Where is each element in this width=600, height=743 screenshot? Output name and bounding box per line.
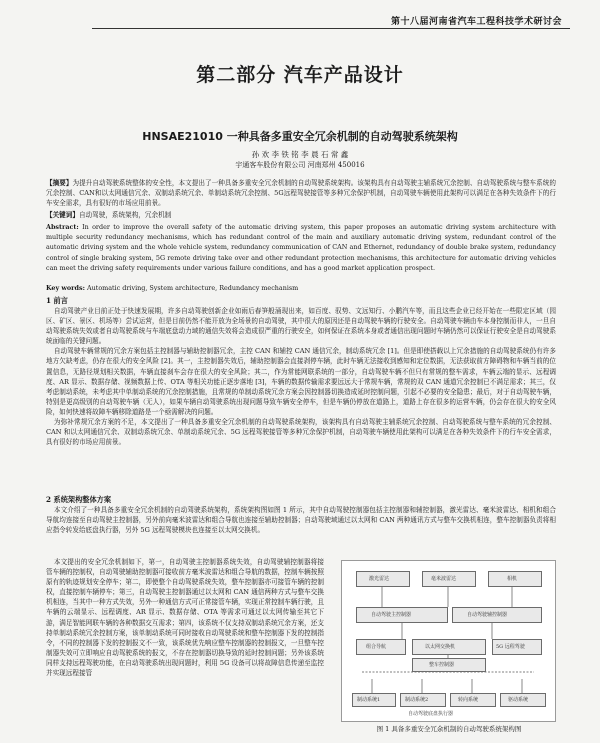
vcu-box bbox=[412, 658, 486, 672]
keywords-en-text: Automatic driving, System architecture, Redundancy mechanism bbox=[87, 284, 299, 292]
authors: 孙 欢 李 铁 铭 李 晨 石 常 鑫 bbox=[251, 150, 349, 159]
section2-heading: 2 系统架构整体方案 bbox=[46, 495, 112, 504]
camera-label: 相机 bbox=[507, 576, 518, 582]
paper-title: HNSAE21010 一种具备多重安全冗余机制的自动驾驶系统架构 bbox=[142, 130, 458, 143]
section2-left-column bbox=[46, 557, 324, 678]
architecture-figure bbox=[341, 560, 556, 722]
camera-box bbox=[488, 571, 542, 587]
main-controller-label: 自动驾驶主控制器 bbox=[371, 612, 412, 618]
drive-label: 驱动系统 bbox=[508, 697, 529, 703]
g5-label: 5G 远程驾驶 bbox=[496, 644, 525, 650]
abstract-en bbox=[46, 222, 556, 273]
abstract-cn-text: 为提升自动驾驶系统整体的安全性，本文提出了一种具备多重安全冗余机制的自动驾驶系统架构。该架构具有自动驾驶主辅系统冗余控制、自动驾驶系统与整车系统的冗余控制、CAN和以太网通信冗余、双制动系统冗余、单制动系统冗余控制、5G远程驾驶接管等多种冗余保护机制，自动驾驶车辆使用此架构可以满足在各种失效条件下的行车安全需求，具有很好的市场应用前景。 bbox=[46, 179, 557, 208]
steer-box bbox=[450, 693, 496, 707]
abstract-en-label: Abstract: bbox=[46, 223, 79, 231]
section1-paragraph-2: 自动驾驶车辆常规的冗余方案包括主控制器与辅助控制器冗余，主控 CAN 和辅控 CAN 通信冗余，制动系统冗余 [1]。但是即使搭载以上冗余措施的自动驾驶系统仍有许多地方欠缺考虑，仍存在很大的安全风险 [2]。其一，主控制器失效后，辅助控制器会直接剥停车辆，此时车辆无法接收到感知和定位数据，无法获取前方障碍物和车辆当前的位置信息，无路径规划相关数据，车辆直接刹车会存在很大的安全风险；其二，作为常能网联系统的一部分，自动驾驶车辆不但只有常规的整车需求，车辆云端的显示、远程调度、AR 显示、数据存储、视频数据上传、OTA 等相关功能正逐步落地 [3]，车辆的数据传输需求要远远大于常规车辆，常规的双 CAN 通道冗余控制已不满足需求；其三，仅考虑制动系统，未考虑其中单制动系统的冗余控制措施，且常规的单制动系统冗余方案会因控制器切换造成延时控制问题，引起不必要的安全隐患；最后，对于自动驾驶车辆，特别是更高级别的自动驾驶车辆（无人），如果车辆自动驾驶系统出现问题导致车辆安全停车，但是车辆仍停放在道路上，道路上存在很多的运营车辆，仍会存在很大的安全风险，如何快速将故障车辆移除道路是一个亟需解决的问题。 bbox=[46, 347, 556, 416]
brake1-box bbox=[352, 693, 396, 707]
chassis-label: 自动驾驶底盘执行器 bbox=[408, 711, 454, 717]
figure-caption: 图 1 具备多重安全冗余机制的自动驾驶系统架构图 bbox=[376, 725, 522, 733]
section2-intro bbox=[46, 505, 556, 535]
nav-label: 组合导航 bbox=[366, 644, 387, 650]
main-controller-box bbox=[356, 607, 448, 623]
abstract-en-text: In order to improve the overall safety of the automatic driving system, this paper proposes an automatic driving system architecture with multiple security redundancy mechanisms, which has redundant control of the main and auxiliary automatic driving system, redundant control of the automatic driving system and the whole vehicle system, redundancy communication of CAN and Ethernet, redundancy of double brake system, redundancy control of single braking system, 5G remote driving take over and other redundant protection mechanisms, this architecture for automatic driving vehicles can meet the driving safety requirements under various failure conditions, and has a good market application prospect. bbox=[46, 223, 556, 272]
aux-controller-label: 自动驾驶辅控制器 bbox=[467, 612, 508, 618]
brake2-box bbox=[400, 693, 446, 707]
vcu-label: 整车控制器 bbox=[429, 662, 455, 668]
lidar-box bbox=[356, 571, 410, 587]
keywords-en-label: Key words: bbox=[46, 284, 85, 292]
abstract-cn-label: 【摘要】 bbox=[46, 179, 73, 187]
keywords-cn-label: 【关键词】 bbox=[46, 211, 79, 219]
section1-body bbox=[46, 306, 556, 447]
section1-paragraph-3: 为弥补常规冗余方案的不足，本文提出了一种具备多重安全冗余机制的自动驾驶系统架构，该架构具有自动驾驶主辅系统冗余控制、自动驾驶系统与整车系统的冗余控制、CAN 和以太网通信冗余、双制动系统冗余、单制动系统冗余、5G 远程驾驶接管等多种冗余保护机制，自动驾驶车辆使用此架构可以满足在各种失效条件下的行车安全需求，具有很好的市场应用前景。 bbox=[46, 418, 556, 447]
radar-box bbox=[422, 571, 476, 587]
section2-paragraph-1: 本文介绍了一种具备多重安全冗余机制的自动驾驶系统架构，系统架构图如图 1 所示，其中自动驾驶控制器包括主控制器和辅控制器，激光雷达、毫米波雷达、相机和组合导航均连接至自动驾驶主控制器，另外前向毫米波雷达和组合导航也连接至辅助控制器；自动驾驶域通过以太网和 CAN 两种通讯方式与整车交换机相连，整车控制器负责将相应指令转发给底盘执行器，另外 5G 远程驾驶模块也连接至以太网交换机。 bbox=[46, 506, 556, 535]
nav-box bbox=[356, 639, 406, 655]
switch-box bbox=[412, 639, 486, 655]
keywords-en bbox=[46, 283, 556, 293]
g5-box bbox=[492, 639, 542, 655]
section2-paragraph-2: 本文提出的安全冗余机制如下，第一，自动驾驶主控制器系统失效，自动驾驶辅控制器将接管车辆的控制权，自动驾驶辅助控制器可接收前方毫米波雷达和组合导航的数据，控制车辆按照原有的轨迹规划安全停车；第二，即使整个自动驾驶系统失效，整车控制器亦可接管车辆的控制权，直接控制车辆停车；第三，自动驾驶主控制器通过以太网和 CAN 通信两种方式与整车交换机相连，当其中一种方式失效，另外一种通信方式可正常接管车辆，实现正常控制车辆行驶，且车辆的云端显示、远程调度、AR 显示、数据存储、OTA 等需求可通过以太网传输至其它下游，满足智能网联车辆的各种数据交互需求；第四，该系统不仅支持双制动系统冗余方案，还支持单制动系统冗余控制方案，该单制动系统可同时接收自动驾驶系统和整车控制器下发的控制指令，不同的控制器下发的控制报文不一致，该系统优先响应整车控制器的控制报文，一旦整车控制器失效可立即响应自动驾驶系统的报文，不存在控制器切换导致的延时控制问题；另外该系统同样支持远程驾驶功能，在自动驾驶系统出现问题时，利用 5G 设备可以将故障信息传递至监控并实现远程接管 bbox=[46, 558, 324, 678]
header-rule bbox=[92, 28, 570, 29]
brake2-label: 制动系统2 bbox=[405, 697, 429, 703]
steer-label: 转向系统 bbox=[458, 697, 479, 703]
keywords-cn bbox=[46, 210, 556, 220]
drive-box bbox=[500, 693, 546, 707]
section1-paragraph-1: 自动驾驶产业目前正处于快速发展期，许多自动驾驶创新企业如雨后春笋般涌现出来，如百度、驭势、文远知行、小鹏汽车等，而且这些企业已经开始在一些限定区域（园区、矿区、景区、机场等）尝试运营，但是目前仍然不能开放为全场景的自动驾驶，其中很大的原因还是自动驾驶车辆的行驶安全。自动驾驶车辆由车本身控制而非人，一旦自动驾驶系统失效或者自动驾驶系统与车端底盘动力域的通信失效将会造成很严重的行驶安全，如何保证在系统本身或者通信出现问题时车辆仍然可以保证行驶安全是自动驾驶系统面临的关键问题。 bbox=[46, 307, 556, 346]
abstract-cn bbox=[46, 178, 556, 208]
lidar-label: 激光雷达 bbox=[369, 576, 390, 582]
keywords-cn-text: 自动驾驶，系统架构，冗余机制 bbox=[78, 211, 172, 219]
running-head: 第十八届河南省汽车工程科技学术研讨会 bbox=[390, 17, 562, 27]
part-title: 第二部分 汽车产品设计 bbox=[196, 64, 404, 86]
brake1-label: 制动系统1 bbox=[357, 697, 381, 703]
radar-label: 毫米波雷达 bbox=[431, 576, 457, 582]
section1-heading: 1 前言 bbox=[46, 296, 68, 305]
aux-controller-box bbox=[452, 607, 542, 623]
affiliation: 宇通客车股份有限公司 河南郑州 450016 bbox=[235, 161, 365, 169]
switch-label: 以太网交换机 bbox=[425, 644, 456, 650]
